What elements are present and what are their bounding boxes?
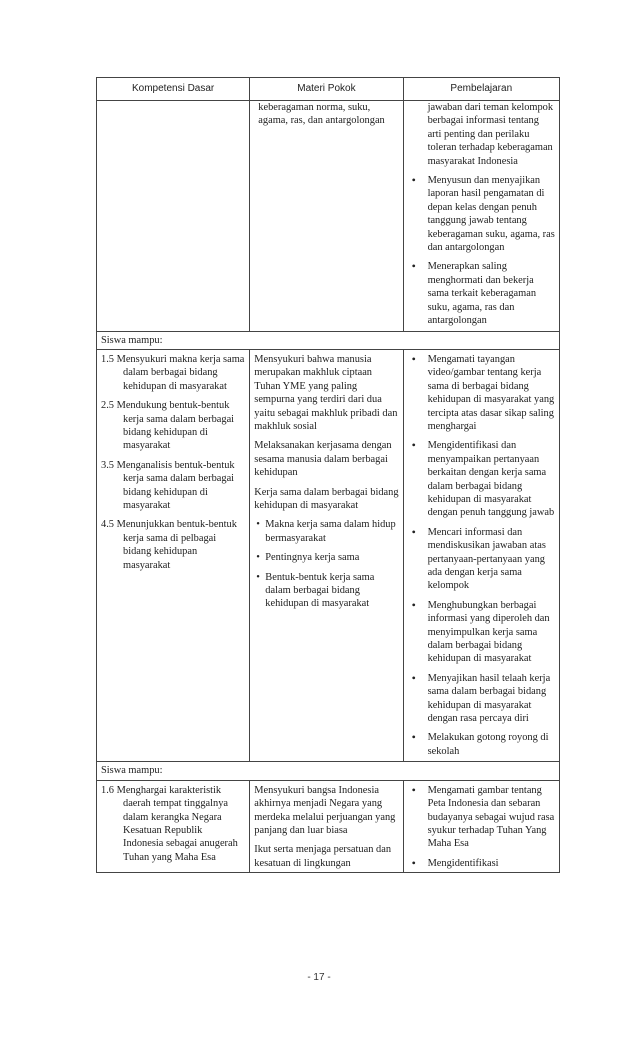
pembelajaran-bullet: • Menyusun dan menyajikan laporan hasil pengamatan di depan kelas dengan penuh tanggung jawab tentang keberagaman suku, agama, ras dan antargolongan	[408, 174, 555, 254]
section-label: Siswa mampu:	[97, 331, 560, 349]
pembelajaran-bullet: • Menerapkan saling menghormati dan bekerja sama terkait keberagaman suku, agama, ras dan antargolongan	[408, 260, 555, 327]
header-materi-pokok: Materi Pokok	[250, 78, 403, 101]
materi-cell	[250, 349, 403, 761]
pembelajaran-cell	[403, 349, 559, 761]
pembelajaran-bullet: • Menghubungkan berbagai informasi yang diperoleh dan menyimpulkan kerja sama dalam berbagai bidang kehidupan di masyarakat	[408, 599, 555, 666]
materi-text: keberagaman norma, suku, agama, ras, dan antargolongan	[258, 102, 385, 127]
header-kompetensi-dasar: Kompetensi Dasar	[97, 78, 250, 101]
kompetensi-item: 1.5 Mensyukuri makna kerja sama dalam berbagai bidang kehidupan di masyarakat	[101, 353, 245, 392]
kompetensi-item: 2.5 Mendukung bentuk-bentuk kerja sama dalam berbagai bidang kehidupan di masyarakat	[101, 400, 235, 452]
curriculum-table	[96, 77, 560, 873]
materi-bullet: • Makna kerja sama dalam hidup bermasyarakat	[254, 518, 398, 545]
section-label-row	[97, 762, 560, 780]
materi-paragraph: Melaksanakan kerjasama dengan sesama manusia dalam berbagai kehidupan	[254, 440, 392, 479]
kompetensi-item: 4.5 Menunjukkan bentuk-bentuk kerja sama di pelbagai bidang kehidupan masyarakat	[101, 519, 237, 571]
kompetensi-cell	[97, 780, 250, 872]
section-label: Siswa mampu:	[97, 762, 560, 780]
pembelajaran-cell	[403, 101, 559, 332]
kompetensi-item: 3.5 Menganalisis bentuk-bentuk kerja sama dalam berbagai bidang kehidupan di masyarakat	[101, 459, 235, 511]
table-row-section2	[97, 349, 560, 761]
header-pembelajaran: Pembelajaran	[403, 78, 559, 101]
kompetensi-item: 1.6 Menghargai karakteristik daerah tempat tinggalnya dalam kerangka Negara Kesatuan Republik Indonesia sebagai anugerah Tuhan yang Maha Esa	[101, 784, 238, 863]
materi-cell	[250, 101, 403, 332]
pembelajaran-bullet: • Mengidentifikasi dan menyampaikan pertanyaan berkaitan dengan kerja sama dalam berbagai bidang kehidupan di masyarakat dengan penuh tanggung jawab	[408, 439, 555, 519]
pembelajaran-bullet: • Mengamati gambar tentang Peta Indonesia dan sebaran budayanya sebagai wujud rasa syukur terhadap Tuhan Yang Maha Esa	[408, 784, 555, 851]
materi-bullet: • Bentuk-bentuk kerja sama dalam berbagai bidang kehidupan di masyarakat	[254, 571, 398, 611]
pembelajaran-bullet: • Melakukan gotong royong di sekolah	[408, 731, 555, 758]
table-row-section3	[97, 780, 560, 872]
materi-bullet: • Pentingnya kerja sama	[254, 551, 398, 564]
table-row-continuation	[97, 101, 560, 332]
pembelajaran-bullet: • Mengidentifikasi	[408, 857, 555, 870]
materi-paragraph: Kerja sama dalam berbagai bidang kehidupan di masyarakat	[254, 486, 399, 511]
table-header-row	[97, 78, 560, 101]
kompetensi-cell-empty	[97, 101, 250, 332]
pembelajaran-bullet: • Menyajikan hasil telaah kerja sama dalam berbagai bidang kehidupan di masyarakat dengan rasa percaya diri	[408, 672, 555, 726]
section-label-row	[97, 331, 560, 349]
materi-paragraph: Mensyukuri bahwa manusia merupakan makhluk ciptaan Tuhan YME yang paling sempurna yang terdiri dari dua yaitu sebagai makhluk pribadi dan makhluk sosial	[254, 353, 398, 432]
pembelajaran-bullet: • Mencari informasi dan mendiskusikan jawaban atas pertanyaan-pertanyaan yang ada dengan kerja sama kelompok	[408, 526, 555, 593]
materi-paragraph: Mensyukuri bangsa Indonesia akhirnya menjadi Negara yang merdeka melalui perjuangan yang panjang dan luar biasa	[254, 784, 396, 836]
page-number: - 17 -	[307, 972, 331, 983]
pembelajaran-bullet: • Mengamati tayangan video/gambar tentang kerja sama di berbagai bidang kehidupan di masyarakat yang tercipta atas dasar sikap saling menghargai	[408, 353, 555, 433]
materi-paragraph: Ikut serta menjaga persatuan dan kesatuan di lingkungan	[254, 844, 392, 869]
pembelajaran-cell	[403, 780, 559, 872]
pembelajaran-text: jawaban dari teman kelompok berbagai informasi tentang arti penting dan perilaku toleran terhadap keberagaman masyarakat Indonesia	[427, 102, 554, 167]
kompetensi-cell	[97, 349, 250, 761]
materi-cell	[250, 780, 403, 872]
